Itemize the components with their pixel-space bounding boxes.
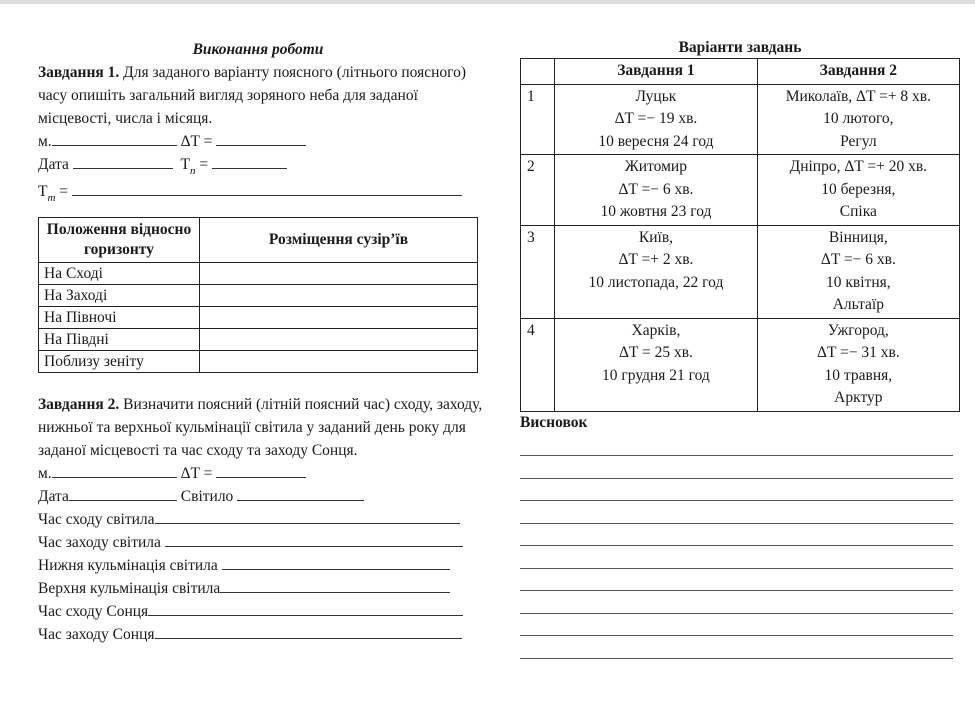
variant-task2 — [757, 155, 959, 226]
field-label: Час сходу Сонця — [38, 603, 149, 620]
variant-number: 4 — [521, 318, 555, 411]
task1-line: Житомир — [624, 158, 687, 175]
task2-line: 10 лютого, — [823, 110, 894, 127]
task1-date-row — [38, 153, 483, 176]
task1-line: 10 грудня 21 год — [602, 366, 710, 384]
row-input[interactable] — [200, 285, 478, 307]
task2-description — [38, 393, 483, 462]
table-row — [39, 351, 478, 373]
table-row — [521, 84, 960, 155]
row-input[interactable] — [200, 307, 478, 329]
field-row — [38, 577, 483, 600]
field-row — [38, 623, 483, 646]
conclusion-line[interactable] — [520, 524, 953, 547]
variant-number: 3 — [521, 225, 555, 318]
row-input[interactable] — [200, 263, 478, 285]
star-input[interactable] — [237, 486, 364, 501]
task2-line: 10 березня, — [821, 180, 896, 198]
row-label: На Півдні — [39, 329, 200, 351]
variant-task1 — [555, 318, 757, 411]
field-row — [38, 600, 483, 623]
delta-t-label: ΔT = — [180, 133, 213, 150]
right-column — [520, 38, 960, 659]
conclusion-line[interactable] — [520, 456, 953, 479]
task2-line: Спіка — [839, 203, 877, 220]
task1-line: 10 вересня 24 год — [598, 132, 714, 150]
task1-tm-row — [38, 180, 483, 203]
task2-line: Регул — [840, 132, 877, 150]
task1-line: ΔT =− 19 хв. — [614, 110, 698, 127]
task1-line: Луцьк — [635, 87, 677, 105]
table-row — [521, 225, 960, 318]
field-input[interactable] — [155, 509, 460, 524]
task2-line: 10 травня, — [824, 366, 893, 384]
field-input[interactable] — [165, 532, 463, 547]
variant-task1 — [555, 155, 757, 226]
conclusion-line[interactable] — [520, 501, 953, 524]
tm-equals: = — [55, 183, 69, 200]
task1-line: 10 листопада, 22 год — [588, 273, 724, 291]
table-row — [521, 318, 960, 411]
task1-location-row — [38, 130, 483, 153]
task1-line: Київ, — [638, 228, 674, 246]
date-label: Дата — [38, 156, 69, 173]
field-input[interactable] — [148, 601, 463, 616]
location-label: м. — [38, 133, 52, 150]
variants-table — [520, 58, 960, 412]
conclusion-line[interactable] — [520, 434, 953, 457]
tn-symbol: T — [180, 156, 190, 173]
field-label: Час заходу світила — [38, 534, 165, 551]
conclusion-line[interactable] — [520, 614, 953, 637]
tn-label — [180, 156, 209, 177]
header-task1: Завдання 1 — [555, 59, 757, 85]
table-row — [521, 155, 960, 226]
tn-equals: = — [195, 156, 209, 173]
table-row — [39, 263, 478, 285]
variant-task1 — [555, 225, 757, 318]
row-label: На Заході — [39, 285, 200, 307]
header-position: Положення відносно горизонту — [39, 218, 200, 263]
field-input[interactable] — [220, 578, 450, 593]
field-label: Верхня кульмінація світила — [38, 580, 221, 597]
row-input[interactable] — [200, 351, 478, 373]
field-row — [38, 554, 483, 577]
variant-task1 — [555, 84, 757, 155]
field-label: Час заходу Сонця — [38, 626, 155, 643]
tn-subscript: n — [190, 165, 196, 177]
task1-line: ΔT =+ 2 хв. — [618, 251, 694, 268]
task2-line: Вінниця, — [828, 228, 888, 246]
field-input[interactable] — [155, 624, 462, 639]
tm-label — [38, 183, 69, 204]
task2-location-row — [38, 462, 483, 485]
header-task2: Завдання 2 — [757, 59, 959, 85]
table-row — [39, 329, 478, 351]
date-input[interactable] — [73, 154, 173, 169]
date-input[interactable] — [69, 486, 177, 501]
header-num — [521, 59, 555, 85]
field-row — [38, 508, 483, 531]
delta-t-input[interactable] — [216, 131, 306, 146]
task1-line: ΔT = 25 хв. — [618, 344, 693, 361]
conclusion-lines — [520, 434, 960, 659]
location-label: м. — [38, 465, 52, 482]
conclusion-line[interactable] — [520, 569, 953, 592]
conclusion-line[interactable] — [520, 479, 953, 502]
tn-input[interactable] — [212, 154, 287, 169]
task2-date-row — [38, 485, 483, 508]
task2-line: Дніпро, ΔT =+ 20 хв. — [789, 158, 928, 175]
left-column — [38, 38, 483, 646]
task1-line: ΔT =− 6 хв. — [618, 180, 694, 198]
task1-text: Для заданого варіанту поясного (літнього поясного) часу опишіть загальний вигляд зоряного неба для заданої місцевості, числа і місяця. — [38, 64, 467, 127]
row-input[interactable] — [200, 329, 478, 351]
field-input[interactable] — [222, 555, 450, 570]
conclusion-line[interactable] — [520, 591, 953, 614]
location-input[interactable] — [52, 463, 177, 478]
delta-t-input[interactable] — [216, 463, 306, 478]
field-label: Нижня кульмінація світила — [38, 557, 222, 574]
field-label: Час сходу світила — [38, 511, 155, 528]
task1-line: 10 жовтня 23 год — [600, 203, 712, 220]
conclusion-heading: Висновок — [520, 413, 588, 431]
header-constellations: Розміщення сузір’їв — [200, 218, 478, 263]
delta-t-label: ΔT = — [180, 465, 213, 482]
task2-line: Ужгород, — [827, 321, 889, 339]
date-label: Дата — [38, 488, 69, 505]
tm-input[interactable] — [72, 181, 462, 196]
star-label: Світило — [180, 488, 234, 505]
task2-line: ΔT =− 31 хв. — [816, 344, 900, 361]
work-heading: Виконання роботи — [192, 41, 324, 58]
tm-symbol: T — [38, 183, 48, 200]
variants-table-header — [521, 59, 960, 85]
task2-text: Визначити поясний (літній поясний час) сходу, заходу, нижньої та верхньої кульмінації світила у заданий день року для заданої місцевості та час сходу та заходу Сонця. — [38, 396, 483, 459]
variants-heading: Варіанти завдань — [678, 39, 802, 56]
table-row — [39, 285, 478, 307]
conclusion-line[interactable] — [520, 636, 953, 659]
row-label: На Півночі — [39, 307, 200, 329]
location-input[interactable] — [52, 131, 177, 146]
table-row — [39, 307, 478, 329]
variant-task2 — [757, 225, 959, 318]
task1-line: Харків, — [631, 321, 681, 339]
task2-line: ΔT =− 6 хв. — [820, 251, 896, 268]
position-table — [38, 217, 478, 373]
task2-line: 10 квітня, — [826, 273, 891, 291]
conclusion-line[interactable] — [520, 546, 953, 569]
tm-subscript: m — [47, 192, 56, 204]
task2-label: Завдання 2. — [38, 396, 120, 413]
position-table-header — [39, 218, 478, 263]
variant-task2 — [757, 318, 959, 411]
field-row — [38, 531, 483, 554]
variant-task2 — [757, 84, 959, 155]
task1-label: Завдання 1. — [38, 64, 120, 81]
task2-line: Миколаїв, ΔT =+ 8 хв. — [785, 87, 931, 105]
variant-number: 1 — [521, 84, 555, 155]
task1-description — [38, 61, 483, 130]
row-label: На Сході — [39, 263, 200, 285]
task2-line: Альтаїр — [832, 296, 884, 313]
row-label: Поблизу зеніту — [39, 351, 200, 373]
task2-line: Арктур — [834, 389, 883, 406]
variant-number: 2 — [521, 155, 555, 226]
